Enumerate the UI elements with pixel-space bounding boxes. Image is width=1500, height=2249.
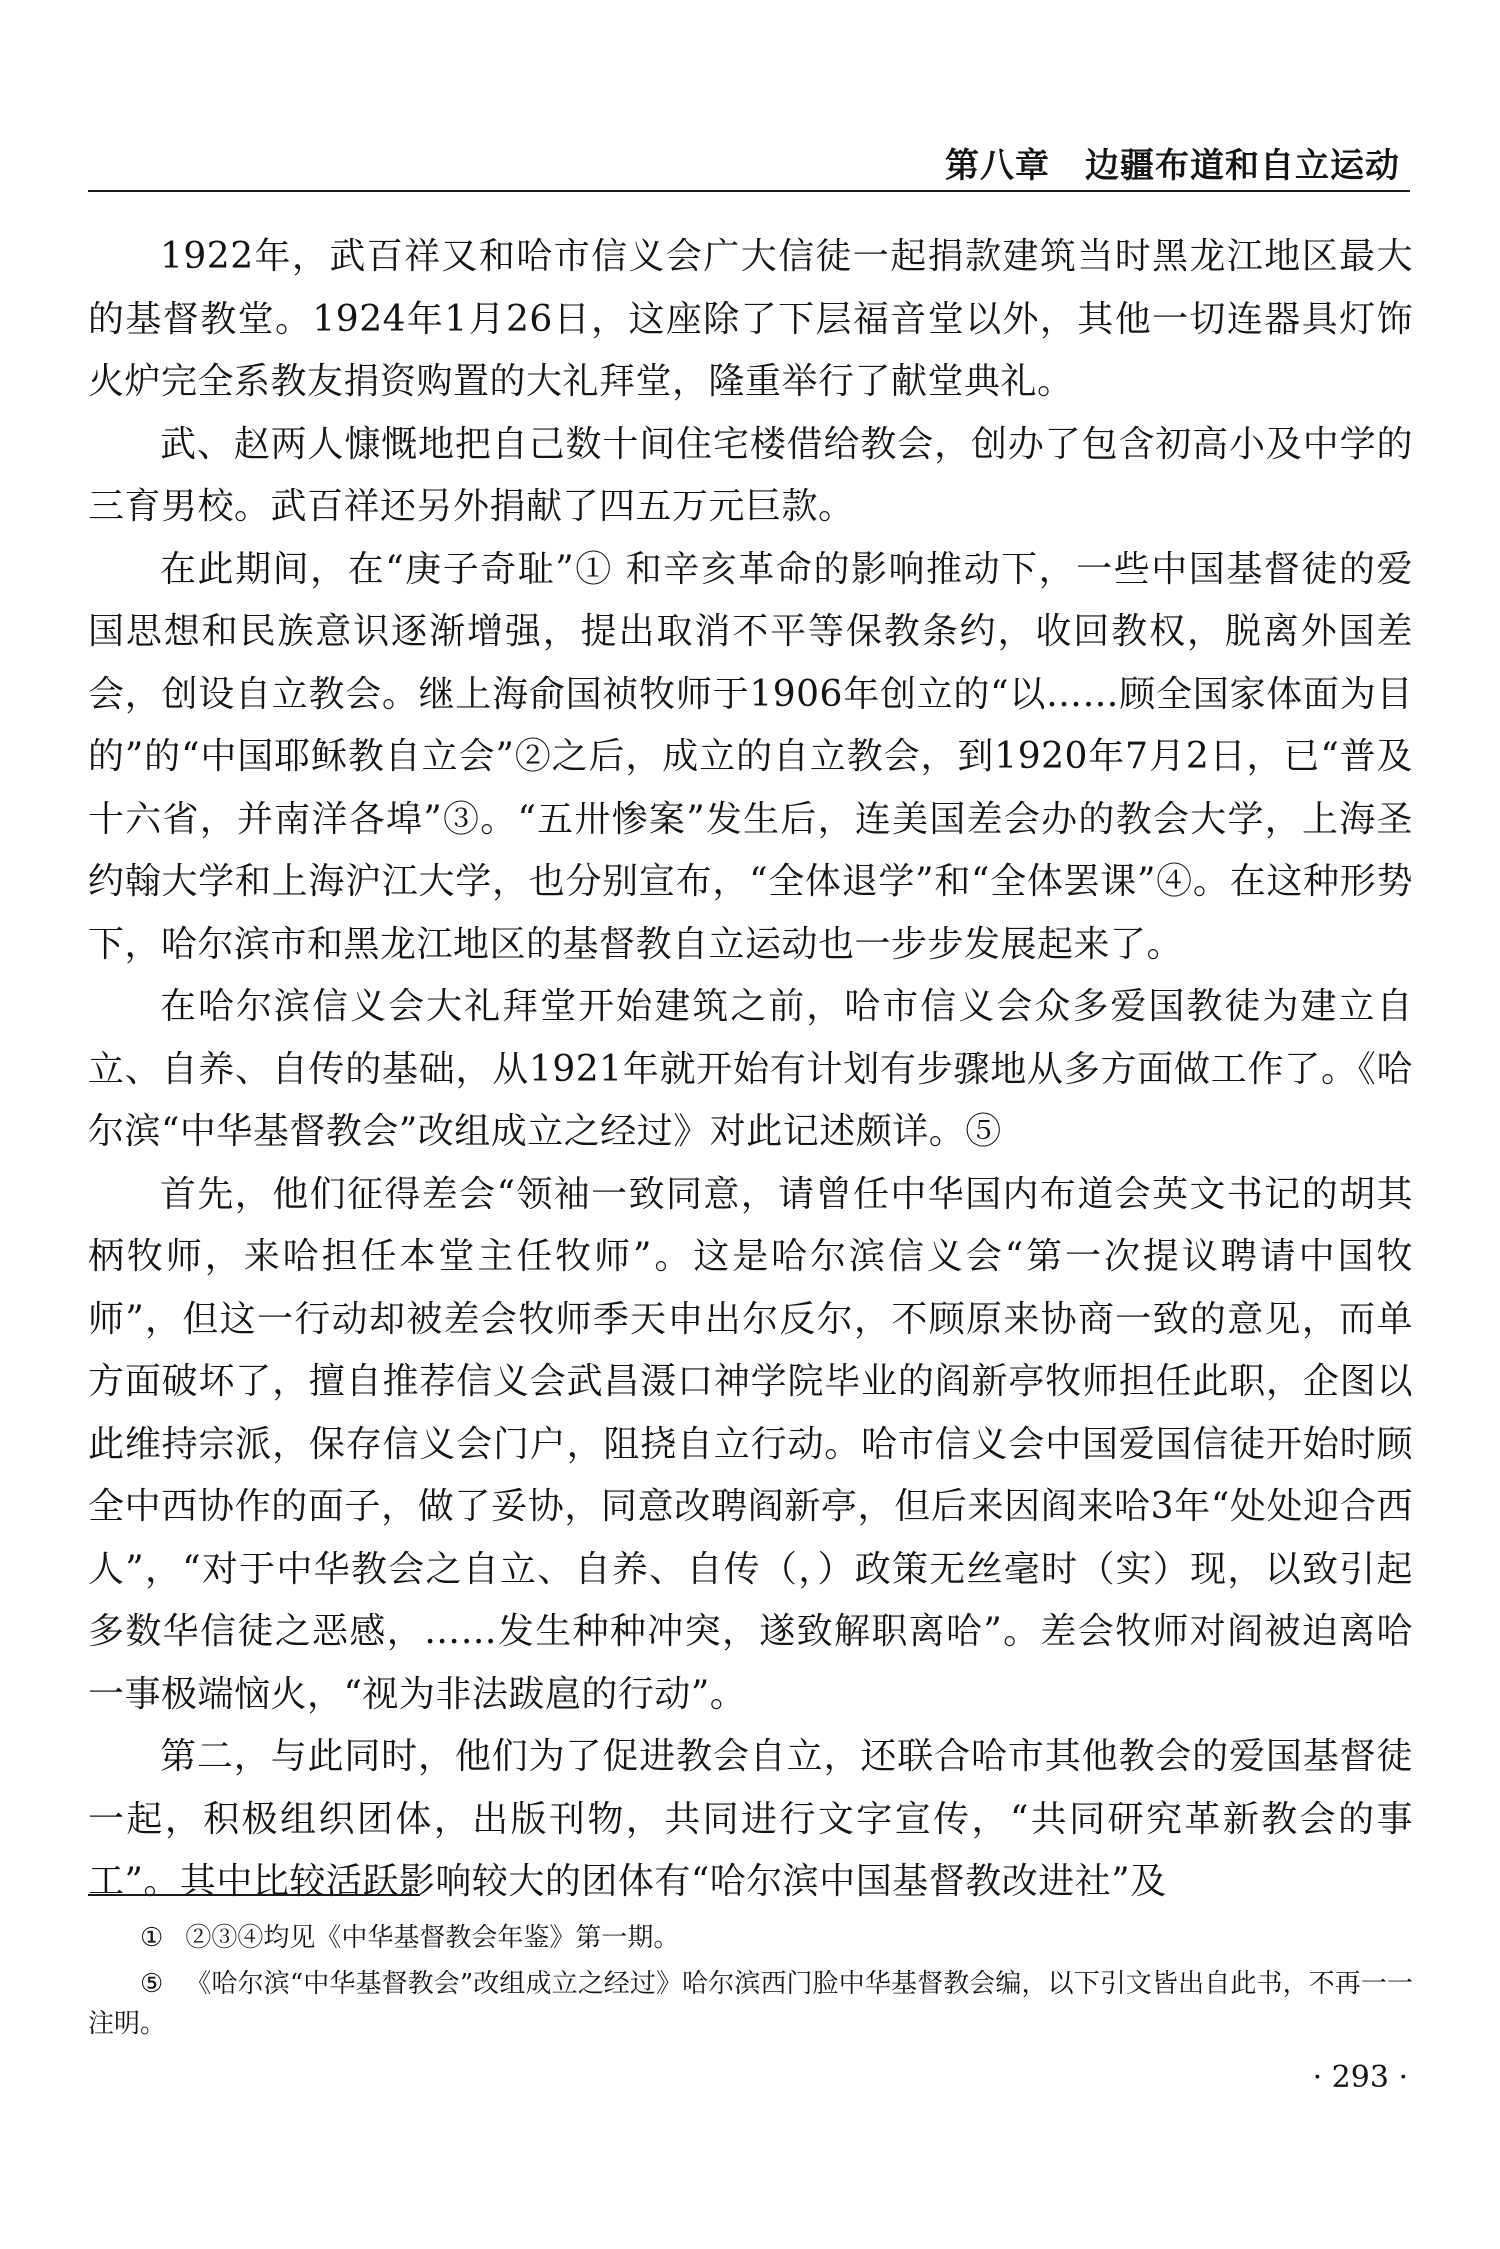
footnote-mark: ⑤ — [140, 1969, 164, 1999]
paragraph: 武、赵两人慷慨地把自己数十间住宅楼借给教会，创办了包含初高小及中学的三育男校。武百祥还另外捐献了四五万元巨款。 — [88, 423, 1413, 527]
footnote-mark: ① — [140, 1923, 164, 1953]
footnote — [88, 1964, 1413, 2044]
chapter-heading — [945, 138, 1400, 187]
paragraph: 在此期间，在“庚子奇耻”① 和辛亥革命的影响推动下，一些中国基督徒的爱国思想和民族意识逐渐增强，提出取消不平等保教条约，收回教权，脱离外国差会，创设自立教会。继上海俞国祯牧师于1906年创立的“以……顾全国家体面为目的”的“中国耶稣教自立会”②之后，成立的自立教会，到1920年7月2日，已“普及十六省，并南洋各埠”③。“五卅惨案”发生后，连美国差会办的教会大学，上海圣约翰大学和上海沪江大学，也分别宣布，“全体退学”和“全体罢课”④。在这种形势下，哈尔滨市和黑龙江地区的基督教自立运动也一步步发展起来了。 — [88, 548, 1413, 965]
footnote — [88, 1918, 1413, 1958]
chapter-number: 第八章 — [945, 146, 1050, 186]
paragraph: 首先，他们征得差会“领袖一致同意，请曾任中华国内布道会英文书记的胡其柄牧师，来哈担任本堂主任牧师”。这是哈尔滨信义会“第一次提议聘请中国牧师”，但这一行动却被差会牧师季天申出尔反尔，不顾原来协商一致的意见，而单方面破坏了，擅自推荐信义会武昌滠口神学院毕业的阎新亭牧师担任此职，企图以此维持宗派，保存信义会门户，阻挠自立行动。哈市信义会中国爱国信徒开始时顾全中西协作的面子，做了妥协，同意改聘阎新亭，但后来因阎来哈3年“处处迎合西人”，“对于中华教会之自立、自养、自传（，）政策无丝毫时（实）现，以致引起多数华信徒之恶感，……发生种种冲突，遂致解职离哈”。差会牧师对阎被迫离哈一事极端恼火，“视为非法跋扈的行动”。 — [88, 1173, 1413, 1715]
paragraph: 在哈尔滨信义会大礼拜堂开始建筑之前，哈市信义会众多爱国教徒为建立自立、自养、自传的基础，从1921年就开始有计划有步骤地从多方面做工作了。《哈尔滨“中华基督教会”改组成立之经过》对此记述颇详。⑤ — [88, 986, 1413, 1152]
footnote-text: ②③④均见《中华基督教会年鉴》第一期。 — [185, 1923, 680, 1953]
footnote-text: 《哈尔滨“中华基督教会”改组成立之经过》哈尔滨西门脸中华基督教会编，以下引文皆出自此书，不再一一注明。 — [88, 1969, 1413, 2039]
footnote-divider — [88, 1894, 420, 1896]
chapter-title: 边疆布道和自立运动 — [1085, 146, 1400, 186]
running-header — [88, 130, 1410, 192]
paragraph: 1922年，武百祥又和哈市信义会广大信徒一起捐款建筑当时黑龙江地区最大的基督教堂。1924年1月26日，这座除了下层福音堂以外，其他一切连器具灯饰火炉完全系教友捐资购置的大礼拜堂，隆重举行了献堂典礼。 — [88, 236, 1413, 402]
paragraph: 第二，与此同时，他们为了促进教会自立，还联合哈市其他教会的爱国基督徒一起，积极组织团体，出版刊物，共同进行文字宣传，“共同研究革新教会的事工”。其中比较活跃影响较大的团体有“哈尔滨中国基督教改进社”及 — [88, 1736, 1413, 1902]
body-text — [88, 226, 1413, 1914]
footnotes — [88, 1918, 1413, 2050]
page-number: · 293 · — [1312, 2060, 1408, 2095]
